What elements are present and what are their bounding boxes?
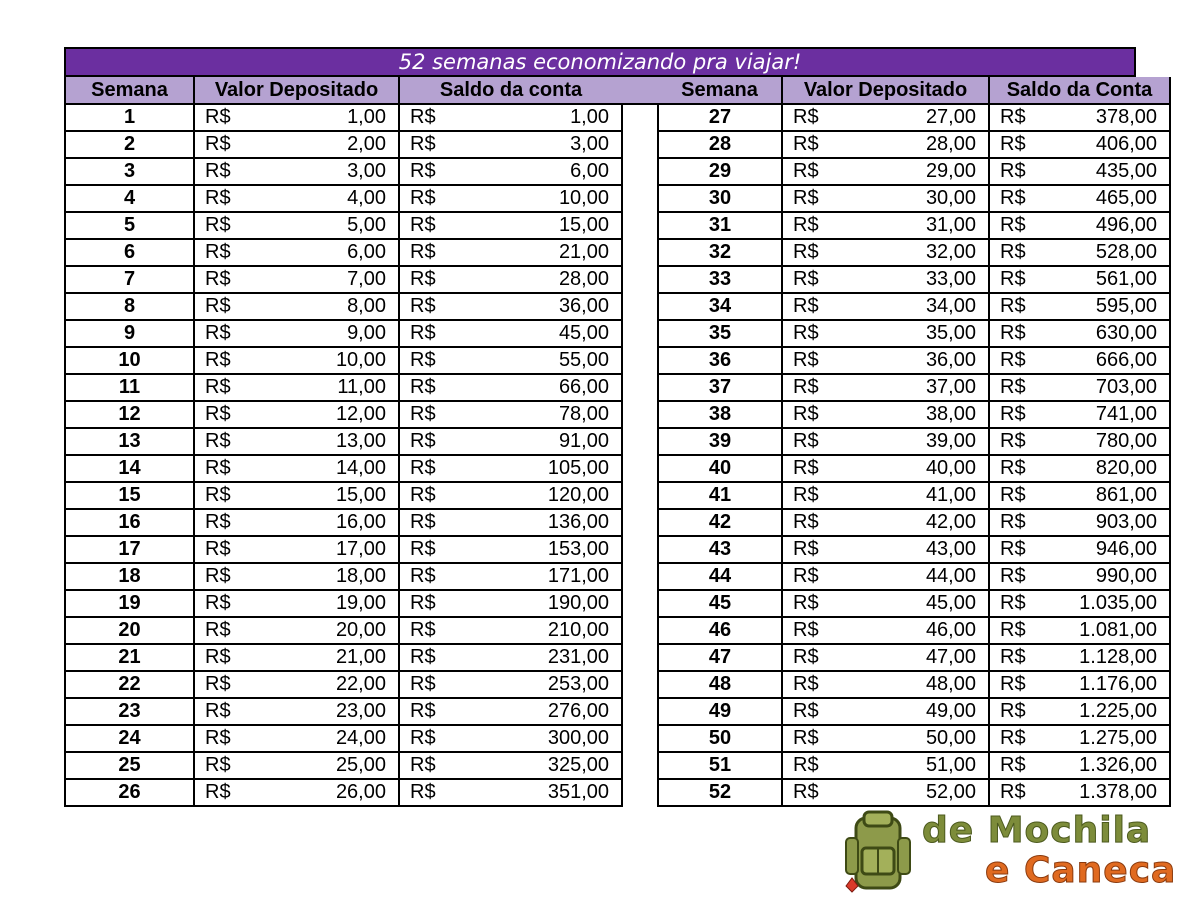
- account-balance: 136,00: [446, 509, 622, 536]
- currency-symbol: R$: [989, 293, 1036, 320]
- currency-symbol: R$: [399, 185, 446, 212]
- currency-symbol: R$: [782, 293, 829, 320]
- currency-symbol: R$: [194, 158, 241, 185]
- week-number: 37: [658, 374, 782, 401]
- deposit-value: 43,00: [829, 536, 989, 563]
- deposit-value: 45,00: [829, 590, 989, 617]
- header-semana-right: Semana: [658, 77, 782, 104]
- currency-symbol: R$: [194, 482, 241, 509]
- currency-symbol: R$: [194, 212, 241, 239]
- table-row: [65, 185, 1170, 212]
- deposit-value: 48,00: [829, 671, 989, 698]
- currency-symbol: R$: [782, 536, 829, 563]
- currency-symbol: R$: [989, 104, 1036, 131]
- account-balance: 406,00: [1036, 131, 1170, 158]
- currency-symbol: R$: [399, 590, 446, 617]
- week-number: 9: [65, 320, 194, 347]
- account-balance: 325,00: [446, 752, 622, 779]
- account-balance: 190,00: [446, 590, 622, 617]
- currency-symbol: R$: [194, 617, 241, 644]
- currency-symbol: R$: [399, 752, 446, 779]
- currency-symbol: R$: [782, 158, 829, 185]
- deposit-value: 21,00: [241, 644, 399, 671]
- week-number: 31: [658, 212, 782, 239]
- account-balance: 210,00: [446, 617, 622, 644]
- account-balance: 1.081,00: [1036, 617, 1170, 644]
- table-row: [65, 482, 1170, 509]
- week-number: 36: [658, 347, 782, 374]
- deposit-value: 15,00: [241, 482, 399, 509]
- week-number: 50: [658, 725, 782, 752]
- week-number: 43: [658, 536, 782, 563]
- currency-symbol: R$: [194, 374, 241, 401]
- account-balance: 780,00: [1036, 428, 1170, 455]
- currency-symbol: R$: [194, 293, 241, 320]
- currency-symbol: R$: [782, 374, 829, 401]
- currency-symbol: R$: [782, 320, 829, 347]
- logo-text-line2: e Caneca: [985, 850, 1177, 891]
- header-valor-left: Valor Depositado: [194, 77, 399, 104]
- currency-symbol: R$: [782, 644, 829, 671]
- table-row: [65, 320, 1170, 347]
- account-balance: 378,00: [1036, 104, 1170, 131]
- backpack-icon: [838, 808, 918, 898]
- currency-symbol: R$: [194, 401, 241, 428]
- week-number: 25: [65, 752, 194, 779]
- deposit-value: 7,00: [241, 266, 399, 293]
- currency-symbol: R$: [782, 185, 829, 212]
- account-balance: 465,00: [1036, 185, 1170, 212]
- deposit-value: 49,00: [829, 698, 989, 725]
- table-row: [65, 590, 1170, 617]
- currency-symbol: R$: [399, 320, 446, 347]
- account-balance: 6,00: [446, 158, 622, 185]
- deposit-value: 50,00: [829, 725, 989, 752]
- account-balance: 528,00: [1036, 239, 1170, 266]
- currency-symbol: R$: [399, 644, 446, 671]
- currency-symbol: R$: [194, 644, 241, 671]
- currency-symbol: R$: [399, 266, 446, 293]
- deposit-value: 27,00: [829, 104, 989, 131]
- header-valor-right: Valor Depositado: [782, 77, 989, 104]
- currency-symbol: R$: [399, 239, 446, 266]
- logo-text-line1: de Mochila: [922, 810, 1152, 851]
- account-balance: 36,00: [446, 293, 622, 320]
- week-number: 14: [65, 455, 194, 482]
- currency-symbol: R$: [989, 482, 1036, 509]
- week-number: 33: [658, 266, 782, 293]
- week-number: 38: [658, 401, 782, 428]
- deposit-value: 52,00: [829, 779, 989, 806]
- table-row: [65, 401, 1170, 428]
- account-balance: 3,00: [446, 131, 622, 158]
- table-header-row: [65, 77, 1170, 104]
- account-balance: 1.326,00: [1036, 752, 1170, 779]
- currency-symbol: R$: [194, 428, 241, 455]
- account-balance: 1,00: [446, 104, 622, 131]
- currency-symbol: R$: [399, 347, 446, 374]
- week-number: 44: [658, 563, 782, 590]
- deposit-value: 3,00: [241, 158, 399, 185]
- week-number: 40: [658, 455, 782, 482]
- currency-symbol: R$: [399, 104, 446, 131]
- deposit-value: 1,00: [241, 104, 399, 131]
- table-row: [65, 644, 1170, 671]
- account-balance: 78,00: [446, 401, 622, 428]
- currency-symbol: R$: [782, 590, 829, 617]
- deposit-value: 33,00: [829, 266, 989, 293]
- currency-symbol: R$: [194, 509, 241, 536]
- week-number: 39: [658, 428, 782, 455]
- currency-symbol: R$: [194, 698, 241, 725]
- currency-symbol: R$: [194, 536, 241, 563]
- currency-symbol: R$: [194, 563, 241, 590]
- deposit-value: 32,00: [829, 239, 989, 266]
- account-balance: 990,00: [1036, 563, 1170, 590]
- account-balance: 561,00: [1036, 266, 1170, 293]
- currency-symbol: R$: [989, 779, 1036, 806]
- currency-symbol: R$: [399, 455, 446, 482]
- account-balance: 1.128,00: [1036, 644, 1170, 671]
- account-balance: 1.378,00: [1036, 779, 1170, 806]
- currency-symbol: R$: [782, 131, 829, 158]
- currency-symbol: R$: [782, 563, 829, 590]
- deposit-value: 4,00: [241, 185, 399, 212]
- currency-symbol: R$: [989, 320, 1036, 347]
- week-number: 5: [65, 212, 194, 239]
- table-row: [65, 293, 1170, 320]
- currency-symbol: R$: [399, 671, 446, 698]
- account-balance: 903,00: [1036, 509, 1170, 536]
- deposit-value: 14,00: [241, 455, 399, 482]
- currency-symbol: R$: [399, 563, 446, 590]
- deposit-value: 31,00: [829, 212, 989, 239]
- account-balance: 153,00: [446, 536, 622, 563]
- account-balance: 10,00: [446, 185, 622, 212]
- currency-symbol: R$: [782, 401, 829, 428]
- week-number: 26: [65, 779, 194, 806]
- deposit-value: 41,00: [829, 482, 989, 509]
- currency-symbol: R$: [782, 509, 829, 536]
- account-balance: 351,00: [446, 779, 622, 806]
- currency-symbol: R$: [989, 698, 1036, 725]
- currency-symbol: R$: [782, 671, 829, 698]
- currency-symbol: R$: [989, 536, 1036, 563]
- deposit-value: 35,00: [829, 320, 989, 347]
- account-balance: 91,00: [446, 428, 622, 455]
- currency-symbol: R$: [782, 779, 829, 806]
- currency-symbol: R$: [782, 482, 829, 509]
- deposit-value: 12,00: [241, 401, 399, 428]
- week-number: 18: [65, 563, 194, 590]
- week-number: 4: [65, 185, 194, 212]
- week-number: 23: [65, 698, 194, 725]
- week-number: 1: [65, 104, 194, 131]
- currency-symbol: R$: [782, 104, 829, 131]
- deposit-value: 13,00: [241, 428, 399, 455]
- currency-symbol: R$: [194, 185, 241, 212]
- week-number: 3: [65, 158, 194, 185]
- account-balance: 496,00: [1036, 212, 1170, 239]
- deposit-value: 10,00: [241, 347, 399, 374]
- week-number: 24: [65, 725, 194, 752]
- week-number: 49: [658, 698, 782, 725]
- table-row: [65, 671, 1170, 698]
- week-number: 8: [65, 293, 194, 320]
- currency-symbol: R$: [399, 401, 446, 428]
- deposit-value: 8,00: [241, 293, 399, 320]
- currency-symbol: R$: [989, 347, 1036, 374]
- week-number: 6: [65, 239, 194, 266]
- week-number: 12: [65, 401, 194, 428]
- account-balance: 105,00: [446, 455, 622, 482]
- currency-symbol: R$: [194, 104, 241, 131]
- week-number: 20: [65, 617, 194, 644]
- table-row: [65, 698, 1170, 725]
- deposit-value: 38,00: [829, 401, 989, 428]
- table-row: [65, 563, 1170, 590]
- currency-symbol: R$: [399, 293, 446, 320]
- account-balance: 861,00: [1036, 482, 1170, 509]
- account-balance: 276,00: [446, 698, 622, 725]
- week-number: 34: [658, 293, 782, 320]
- account-balance: 171,00: [446, 563, 622, 590]
- week-number: 2: [65, 131, 194, 158]
- account-balance: 1.275,00: [1036, 725, 1170, 752]
- currency-symbol: R$: [399, 698, 446, 725]
- deposit-value: 17,00: [241, 536, 399, 563]
- currency-symbol: R$: [194, 320, 241, 347]
- week-number: 27: [658, 104, 782, 131]
- deposit-value: 29,00: [829, 158, 989, 185]
- currency-symbol: R$: [194, 455, 241, 482]
- table-row: [65, 131, 1170, 158]
- currency-symbol: R$: [782, 725, 829, 752]
- currency-symbol: R$: [782, 212, 829, 239]
- week-number: 47: [658, 644, 782, 671]
- deposit-value: 46,00: [829, 617, 989, 644]
- sheet-title: 52 semanas economizando pra viajar!: [64, 47, 1136, 77]
- account-balance: 630,00: [1036, 320, 1170, 347]
- table-row: [65, 158, 1170, 185]
- currency-symbol: R$: [194, 671, 241, 698]
- currency-symbol: R$: [782, 698, 829, 725]
- deposit-value: 51,00: [829, 752, 989, 779]
- week-number: 51: [658, 752, 782, 779]
- account-balance: 435,00: [1036, 158, 1170, 185]
- account-balance: 21,00: [446, 239, 622, 266]
- deposit-value: 37,00: [829, 374, 989, 401]
- week-number: 16: [65, 509, 194, 536]
- account-balance: 231,00: [446, 644, 622, 671]
- week-number: 21: [65, 644, 194, 671]
- table-row: [65, 104, 1170, 131]
- header-saldo-left: Saldo da conta: [399, 77, 622, 104]
- currency-symbol: R$: [989, 644, 1036, 671]
- week-number: 17: [65, 536, 194, 563]
- currency-symbol: R$: [399, 482, 446, 509]
- currency-symbol: R$: [989, 374, 1036, 401]
- deposit-value: 44,00: [829, 563, 989, 590]
- currency-symbol: R$: [194, 131, 241, 158]
- account-balance: 28,00: [446, 266, 622, 293]
- currency-symbol: R$: [782, 455, 829, 482]
- deposit-value: 18,00: [241, 563, 399, 590]
- deposit-value: 30,00: [829, 185, 989, 212]
- deposit-value: 11,00: [241, 374, 399, 401]
- currency-symbol: R$: [399, 158, 446, 185]
- account-balance: 820,00: [1036, 455, 1170, 482]
- week-number: 7: [65, 266, 194, 293]
- currency-symbol: R$: [399, 131, 446, 158]
- currency-symbol: R$: [399, 617, 446, 644]
- currency-symbol: R$: [989, 131, 1036, 158]
- account-balance: 666,00: [1036, 347, 1170, 374]
- currency-symbol: R$: [194, 752, 241, 779]
- week-number: 52: [658, 779, 782, 806]
- account-balance: 66,00: [446, 374, 622, 401]
- deposit-value: 36,00: [829, 347, 989, 374]
- deposit-value: 34,00: [829, 293, 989, 320]
- account-balance: 120,00: [446, 482, 622, 509]
- week-number: 22: [65, 671, 194, 698]
- account-balance: 55,00: [446, 347, 622, 374]
- currency-symbol: R$: [989, 212, 1036, 239]
- deposit-value: 28,00: [829, 131, 989, 158]
- currency-symbol: R$: [989, 509, 1036, 536]
- account-balance: 253,00: [446, 671, 622, 698]
- currency-symbol: R$: [989, 158, 1036, 185]
- week-number: 19: [65, 590, 194, 617]
- currency-symbol: R$: [399, 212, 446, 239]
- deposit-value: 39,00: [829, 428, 989, 455]
- account-balance: 1.176,00: [1036, 671, 1170, 698]
- savings-table: [64, 77, 1171, 807]
- currency-symbol: R$: [989, 563, 1036, 590]
- currency-symbol: R$: [399, 779, 446, 806]
- currency-symbol: R$: [782, 617, 829, 644]
- deposit-value: 16,00: [241, 509, 399, 536]
- currency-symbol: R$: [194, 266, 241, 293]
- week-number: 10: [65, 347, 194, 374]
- account-balance: 946,00: [1036, 536, 1170, 563]
- table-row: [65, 239, 1170, 266]
- deposit-value: 19,00: [241, 590, 399, 617]
- deposit-value: 23,00: [241, 698, 399, 725]
- currency-symbol: R$: [399, 428, 446, 455]
- currency-symbol: R$: [782, 347, 829, 374]
- week-number: 11: [65, 374, 194, 401]
- currency-symbol: R$: [399, 536, 446, 563]
- week-number: 15: [65, 482, 194, 509]
- header-semana-left: Semana: [65, 77, 194, 104]
- currency-symbol: R$: [989, 590, 1036, 617]
- account-balance: 1.035,00: [1036, 590, 1170, 617]
- deposit-value: 5,00: [241, 212, 399, 239]
- currency-symbol: R$: [194, 347, 241, 374]
- account-balance: 300,00: [446, 725, 622, 752]
- currency-symbol: R$: [989, 239, 1036, 266]
- account-balance: 1.225,00: [1036, 698, 1170, 725]
- header-saldo-right: Saldo da Conta: [989, 77, 1170, 104]
- table-row: [65, 374, 1170, 401]
- deposit-value: 20,00: [241, 617, 399, 644]
- week-number: 13: [65, 428, 194, 455]
- currency-symbol: R$: [989, 671, 1036, 698]
- table-row: [65, 779, 1170, 806]
- table-row: [65, 428, 1170, 455]
- currency-symbol: R$: [989, 455, 1036, 482]
- currency-symbol: R$: [399, 374, 446, 401]
- currency-symbol: R$: [989, 266, 1036, 293]
- currency-symbol: R$: [782, 428, 829, 455]
- week-number: 48: [658, 671, 782, 698]
- currency-symbol: R$: [989, 617, 1036, 644]
- currency-symbol: R$: [194, 590, 241, 617]
- deposit-value: 2,00: [241, 131, 399, 158]
- week-number: 45: [658, 590, 782, 617]
- deposit-value: 24,00: [241, 725, 399, 752]
- table-row: [65, 212, 1170, 239]
- table-row: [65, 617, 1170, 644]
- currency-symbol: R$: [782, 239, 829, 266]
- currency-symbol: R$: [194, 779, 241, 806]
- currency-symbol: R$: [989, 752, 1036, 779]
- week-number: 30: [658, 185, 782, 212]
- currency-symbol: R$: [782, 266, 829, 293]
- week-number: 32: [658, 239, 782, 266]
- currency-symbol: R$: [399, 509, 446, 536]
- week-number: 41: [658, 482, 782, 509]
- week-number: 35: [658, 320, 782, 347]
- deposit-value: 6,00: [241, 239, 399, 266]
- currency-symbol: R$: [399, 725, 446, 752]
- deposit-value: 25,00: [241, 752, 399, 779]
- account-balance: 595,00: [1036, 293, 1170, 320]
- table-row: [65, 725, 1170, 752]
- currency-symbol: R$: [989, 725, 1036, 752]
- currency-symbol: R$: [989, 428, 1036, 455]
- currency-symbol: R$: [989, 401, 1036, 428]
- table-row: [65, 536, 1170, 563]
- deposit-value: 40,00: [829, 455, 989, 482]
- table-row: [65, 752, 1170, 779]
- table-row: [65, 509, 1170, 536]
- currency-symbol: R$: [194, 725, 241, 752]
- currency-symbol: R$: [782, 752, 829, 779]
- deposit-value: 9,00: [241, 320, 399, 347]
- account-balance: 15,00: [446, 212, 622, 239]
- deposit-value: 42,00: [829, 509, 989, 536]
- week-number: 46: [658, 617, 782, 644]
- deposit-value: 47,00: [829, 644, 989, 671]
- table-row: [65, 455, 1170, 482]
- currency-symbol: R$: [194, 239, 241, 266]
- currency-symbol: R$: [989, 185, 1036, 212]
- table-row: [65, 347, 1170, 374]
- account-balance: 45,00: [446, 320, 622, 347]
- week-number: 42: [658, 509, 782, 536]
- account-balance: 741,00: [1036, 401, 1170, 428]
- deposit-value: 22,00: [241, 671, 399, 698]
- week-number: 29: [658, 158, 782, 185]
- week-number: 28: [658, 131, 782, 158]
- deposit-value: 26,00: [241, 779, 399, 806]
- account-balance: 703,00: [1036, 374, 1170, 401]
- table-row: [65, 266, 1170, 293]
